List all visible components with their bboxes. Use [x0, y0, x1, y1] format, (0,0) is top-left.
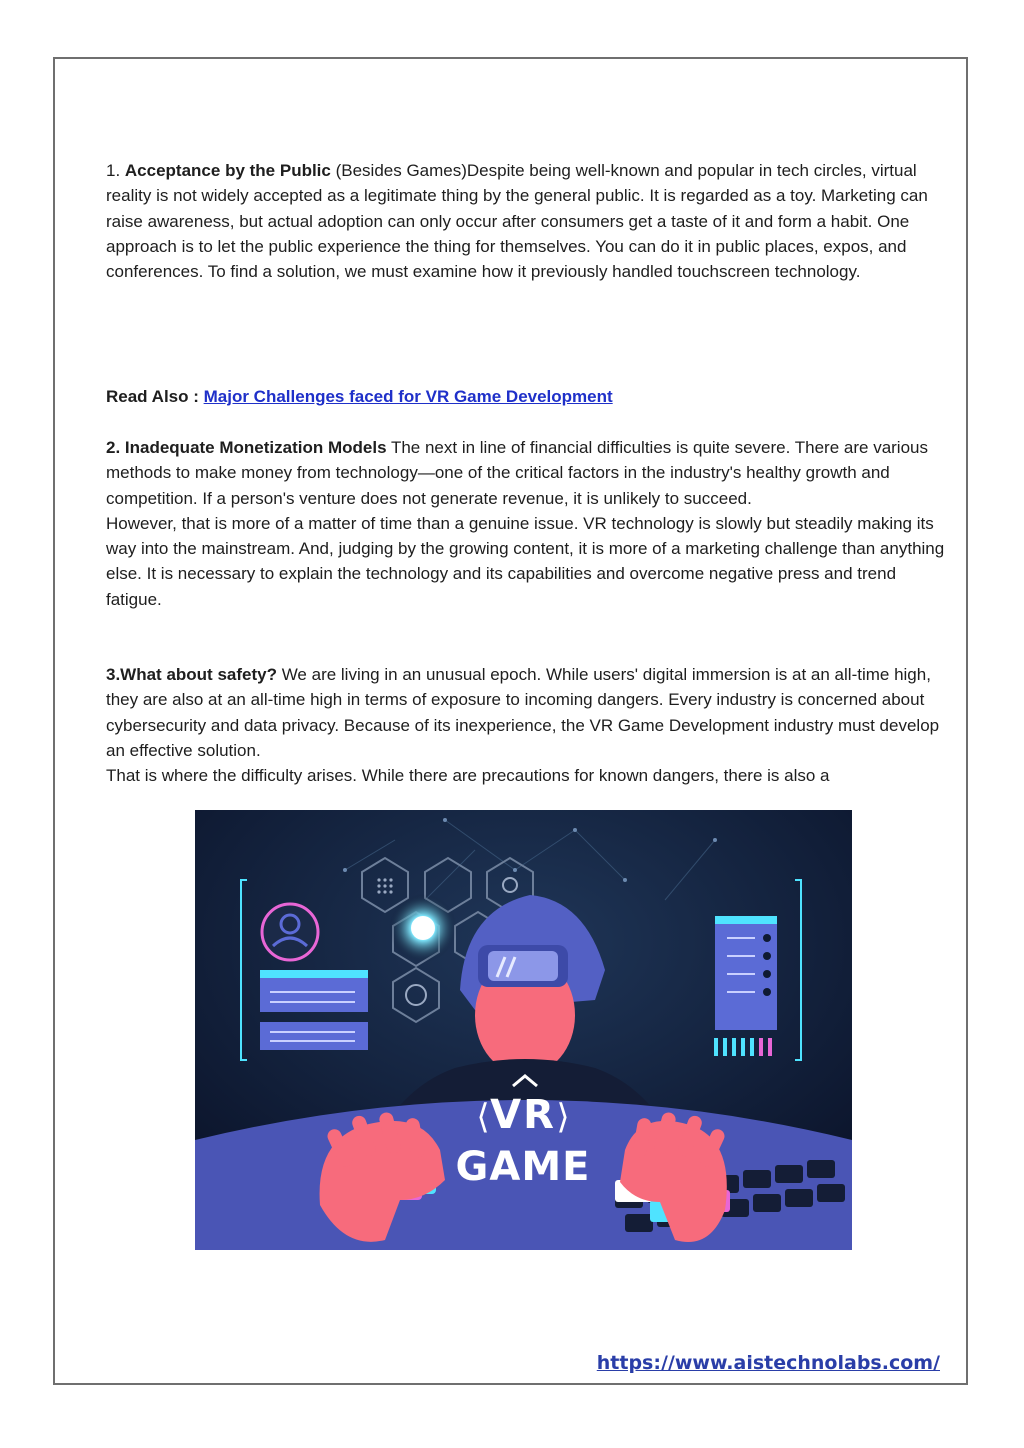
- paragraph-heading: 2. Inadequate Monetization Models: [106, 438, 387, 457]
- read-also-label: Read Also :: [106, 387, 204, 406]
- read-also: [106, 384, 946, 409]
- paragraph-body: (Besides Games)Despite being well-known and popular in tech circles, virtual reality is not widely accepted as a legitimate thing by the general public. It is regarded as a toy. Marketing can raise awareness, but actual adoption can only occur after consumers get a taste of it and form a habit. One approach is to let the public experience the thing for themselves. You can do it in public places, expos, and conferences. To find a solution, we must examine how it previously handled touchscreen technology.: [106, 161, 928, 282]
- website-url-link[interactable]: https://www.aistechnolabs.com/: [596, 1352, 940, 1374]
- paragraph-body-continued: However, that is more of a matter of time than a genuine issue. VR technology is slowly but steadily making its way into the mainstream. And, judging by the growing content, it is more of a marketing challenge than anything else. It is necessary to explain the technology and its capabilities and overcome negative press and trend fatigue.: [106, 513, 945, 609]
- paragraph-body: The next in line of financial difficulties is quite severe. There are various methods to make money from technology—one of the critical factors in the industry's healthy growth and competition. If a person's venture does not generate revenue, it is unlikely to succeed.: [106, 438, 928, 508]
- paragraph-number: 1.: [106, 161, 125, 180]
- svg-text:⟨: ⟨: [476, 1097, 490, 1137]
- paragraph-safety: [106, 662, 946, 788]
- paragraph-heading: Acceptance by the Public: [124, 161, 331, 180]
- paragraph-body-continued: That is where the difficulty arises. While there are precautions for known dangers, there is also a: [106, 766, 830, 786]
- paragraph-heading: 3.What about safety?: [106, 665, 277, 684]
- paragraph-monetization: [106, 435, 946, 612]
- vr-game-illustration: [195, 810, 852, 1250]
- svg-text:⟩: ⟩: [556, 1097, 570, 1137]
- paragraph-acceptance: [106, 158, 946, 284]
- read-also-link[interactable]: Major Challenges faced for VR Game Development: [203, 387, 613, 406]
- vr-label: VR: [490, 1092, 556, 1138]
- game-label: GAME: [455, 1144, 591, 1190]
- paragraph-body: We are living in an unusual epoch. While users' digital immersion is at an all-time high, they are also at an all-time high in terms of exposure to incoming dangers. Every industry is concerned about cybersecurity and data privacy. Because of its inexperience, the VR Game Development industry must develop an effective solution.: [106, 665, 940, 760]
